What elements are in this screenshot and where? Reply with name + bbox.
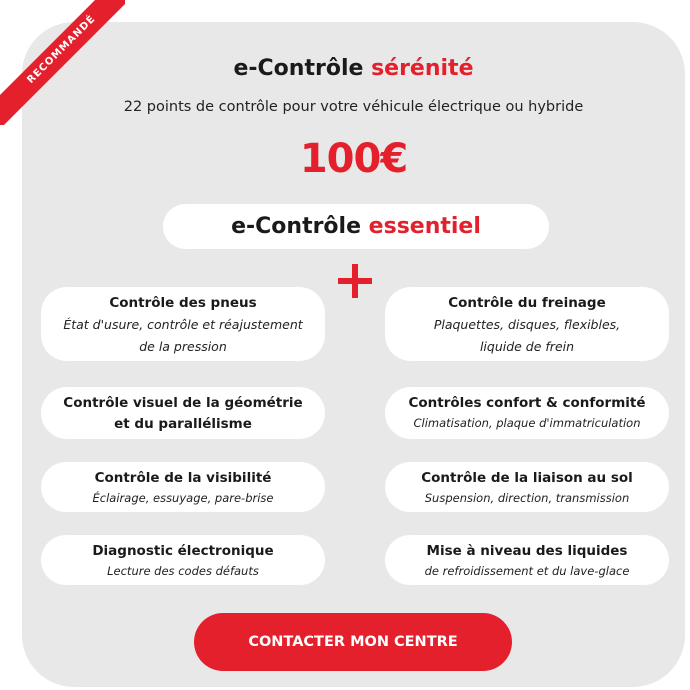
feature-title: Diagnostic électronique (92, 543, 274, 559)
contact-center-button[interactable]: CONTACTER MON CENTRE (194, 613, 512, 671)
feature-card-geometry (41, 387, 325, 439)
plus-icon (338, 264, 372, 298)
recommended-ribbon (0, 0, 125, 125)
ribbon-label: RECOMMANDÉ (0, 0, 125, 125)
feature-description: Éclairage, essuyage, pare-brise (92, 491, 274, 505)
feature-card-visibility (41, 462, 325, 512)
feature-description: Lecture des codes défauts (107, 564, 259, 578)
base-offer-pill (163, 204, 549, 249)
feature-title: Contrôle de la liaison au sol (421, 470, 633, 486)
feature-title: Contrôles confort & conformité (408, 395, 646, 411)
feature-card-ground-link (385, 462, 669, 512)
feature-card-tires (41, 287, 325, 361)
feature-description: Suspension, direction, transmission (424, 491, 630, 505)
feature-description: Climatisation, plaque d'immatriculation (413, 416, 641, 430)
feature-description: Plaquettes, disques, flexibles, liquide de frein (433, 317, 621, 354)
base-offer-accent: essentiel (368, 214, 481, 239)
feature-title: Contrôle du freinage (448, 295, 606, 311)
feature-title: Contrôle des pneus (109, 295, 257, 311)
feature-title: Mise à niveau des liquides (426, 543, 628, 559)
offer-subtitle: 22 points de contrôle pour votre véhicule électrique ou hybride (123, 99, 584, 115)
feature-card-diagnostic (41, 535, 325, 585)
feature-card-fluids (385, 535, 669, 585)
offer-title-accent: sérénité (371, 56, 474, 81)
offer-title-prefix: e-Contrôle (233, 56, 372, 81)
offer-price: 100€ (299, 136, 408, 182)
feature-title: Contrôle visuel de la géométrie et du parallélisme (63, 395, 303, 432)
feature-card-brakes (385, 287, 669, 361)
feature-description: de refroidissement et du lave-glace (424, 564, 630, 578)
base-offer-prefix: e-Contrôle (231, 214, 369, 239)
feature-title: Contrôle de la visibilité (94, 470, 272, 486)
feature-card-comfort (385, 387, 669, 439)
feature-description: État d'usure, contrôle et réajustement de la pression (63, 317, 303, 354)
